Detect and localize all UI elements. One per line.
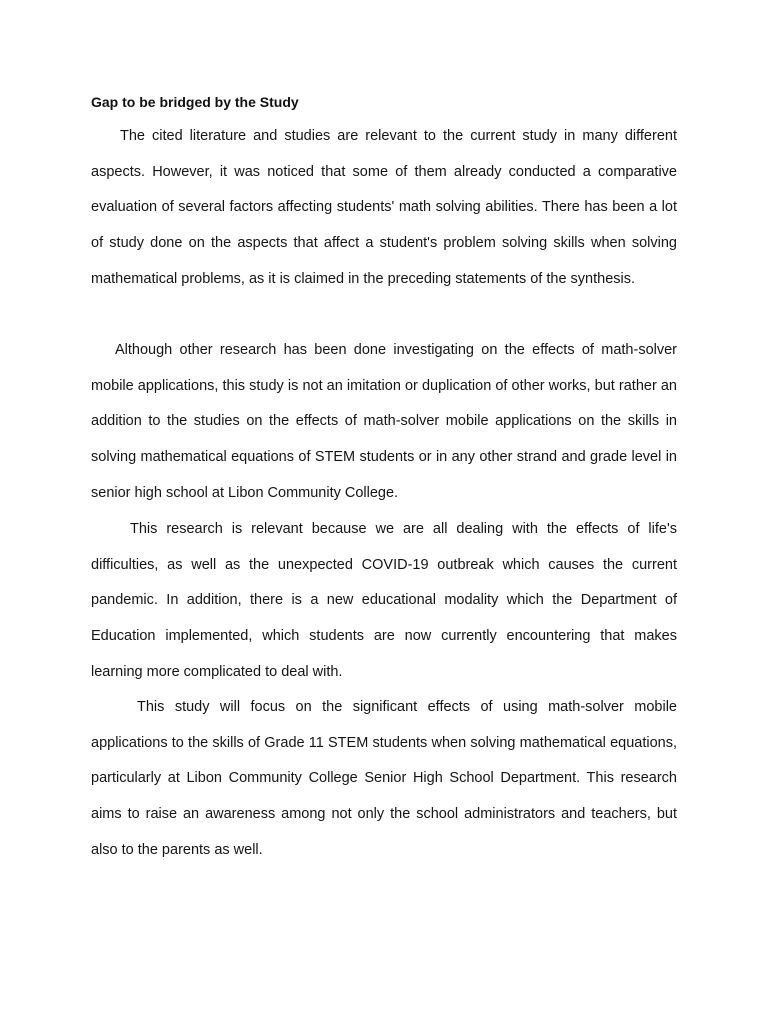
paragraph-3: This research is relevant because we are all dealing with the effects of life's difficulties, as well as the unexpected COVID-19 outbreak which causes the current pandemic. In addition, there is a new educational modality which the Department of Education implemented, which students are now currently encountering that makes learning more complicated to deal with.: [91, 521, 677, 680]
paragraph-2: Although other research has been done investigating on the effects of math-solver mobile applications, this study is not an imitation or duplication of other works, but rather an addition to the studies on the effects of math-solver mobile applications on the skills in solving mathematical equations of STEM students or in any other strand and grade level in senior high school at Libon Community College.: [91, 342, 677, 501]
paragraph-1: The cited literature and studies are relevant to the current study in many different aspects. However, it was noticed that some of them already conducted a comparative evaluation of several factors affecting students' math solving abilities. There has been a lot of study done on the aspects that affect a student's problem solving skills when solving mathematical problems, as it is claimed in the preceding statements of the synthesis.: [91, 128, 677, 287]
section-heading: Gap to be bridged by the Study: [91, 94, 299, 110]
paragraph-4: This study will focus on the significant effects of using math-solver mobile applications to the skills of Grade 11 STEM students when solving mathematical equations, particularly at Libon Community College Senior High School Department. This research aims to raise an awareness among not only the school administrators and teachers, but also to the parents as well.: [91, 699, 677, 858]
